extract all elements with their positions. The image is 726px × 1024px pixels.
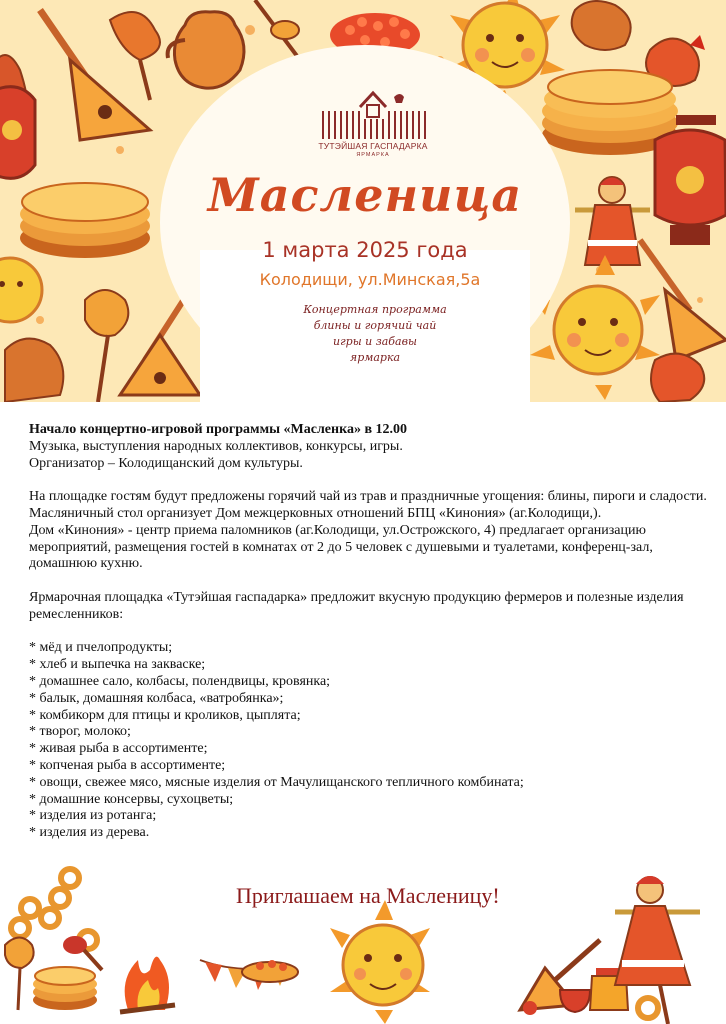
rooster-icon (5, 938, 34, 1011)
program-line: ярмарка (349, 351, 401, 364)
rooster-icon (651, 354, 704, 402)
program-summary (290, 302, 460, 366)
logo-subtext: ЯРМАРКА (356, 152, 390, 158)
rooster-icon (85, 290, 128, 402)
event-title: Масленица (207, 168, 523, 222)
samovar-icon (655, 115, 726, 245)
clay-jug-icon (168, 12, 244, 88)
list-item: * балык, домашняя колбаса, «ватробянка»; (29, 690, 284, 706)
sun-face-icon (0, 258, 42, 322)
straw-doll-icon (575, 177, 650, 265)
product-list (29, 640, 709, 842)
sun-face-icon (330, 900, 430, 1024)
intro-line: Организатор – Колодищанский дом культуры. (29, 455, 303, 471)
bagels-icon (638, 998, 658, 1018)
fair-logo (318, 85, 428, 163)
list-item: * изделия из дерева. (29, 825, 150, 841)
list-item: * овощи, свежее мясо, мясные изделия от Мачулищанского тепличного комбината; (29, 774, 524, 790)
event-date: 1 марта 2025 года (262, 238, 468, 262)
banner (0, 0, 726, 402)
list-item: * копченая рыба в ассортименте; (29, 757, 226, 773)
list-item: * живая рыба в ассортименте; (29, 741, 208, 757)
list-item: * комбикорм для птицы и кроликов, цыплята; (29, 707, 301, 723)
bagels-icon (11, 869, 97, 949)
clay-jug-icon (572, 1, 631, 50)
fair-paragraph: Ярмарочная площадка «Тутэйшая гаспадарка» предложит вкусную продукцию фермеров и полезные изделия ремесленников: (29, 589, 684, 622)
event-description (29, 422, 709, 842)
rooster-icon (255, 0, 300, 60)
kinonia-paragraph: Дом «Кинония» - центр приема паломников (аг.Колодищи, ул.Острожского, 4) предлагает организацию мероприятий, размещения гостей в комнатах от 2 до 5 человек с душевыми и туалетами, конференц-зал, домашнюю кухню. (29, 522, 653, 572)
samovar-icon (0, 87, 35, 179)
intro-line: Музыка, выступления народных коллективов, конкурсы, игры. (29, 438, 403, 454)
refreshments-paragraph: На площадке гостям будут предложены горячий чай из трав и праздничные угощения: блины, пироги и сладости. Масляничный стол организует Дом межцерковных отношений БПЦ «Кинония» (аг.Колодищи,). (29, 489, 707, 521)
event-location: Колодищи, ул.Минская,5а (259, 270, 481, 289)
logo-text: ТУТЭЙШАЯ ГАСПАДАРКА (318, 141, 428, 151)
list-item: * домашнее сало, колбасы, полендвицы, кровянка; (29, 673, 331, 689)
program-line: блины и горячий чай (313, 319, 437, 332)
list-item: * хлеб и выпечка на закваске; (29, 657, 206, 673)
clay-jug-icon (5, 339, 63, 402)
list-item: * домашние консервы, сухоцветы; (29, 791, 234, 807)
pancake-stack-icon (242, 960, 298, 982)
list-item: * изделия из ротанга; (29, 808, 157, 824)
list-item: * творог, молоко; (29, 724, 131, 740)
program-heading: Начало концертно-игровой программы «Масленка» в 12.00 (29, 422, 408, 437)
pancake-stack-icon (20, 183, 150, 258)
program-line: Концертная программа (303, 303, 447, 316)
program-line: игры и забавы (333, 335, 417, 348)
pancake-stack-icon (33, 967, 97, 1010)
invitation-line: Приглашаем на Масленицу! (236, 883, 500, 908)
list-item: * мёд и пчелопродукты; (29, 640, 173, 656)
bonfire-icon (120, 957, 175, 1012)
rooster-icon (110, 12, 160, 100)
fair-logo-icon (318, 85, 428, 141)
